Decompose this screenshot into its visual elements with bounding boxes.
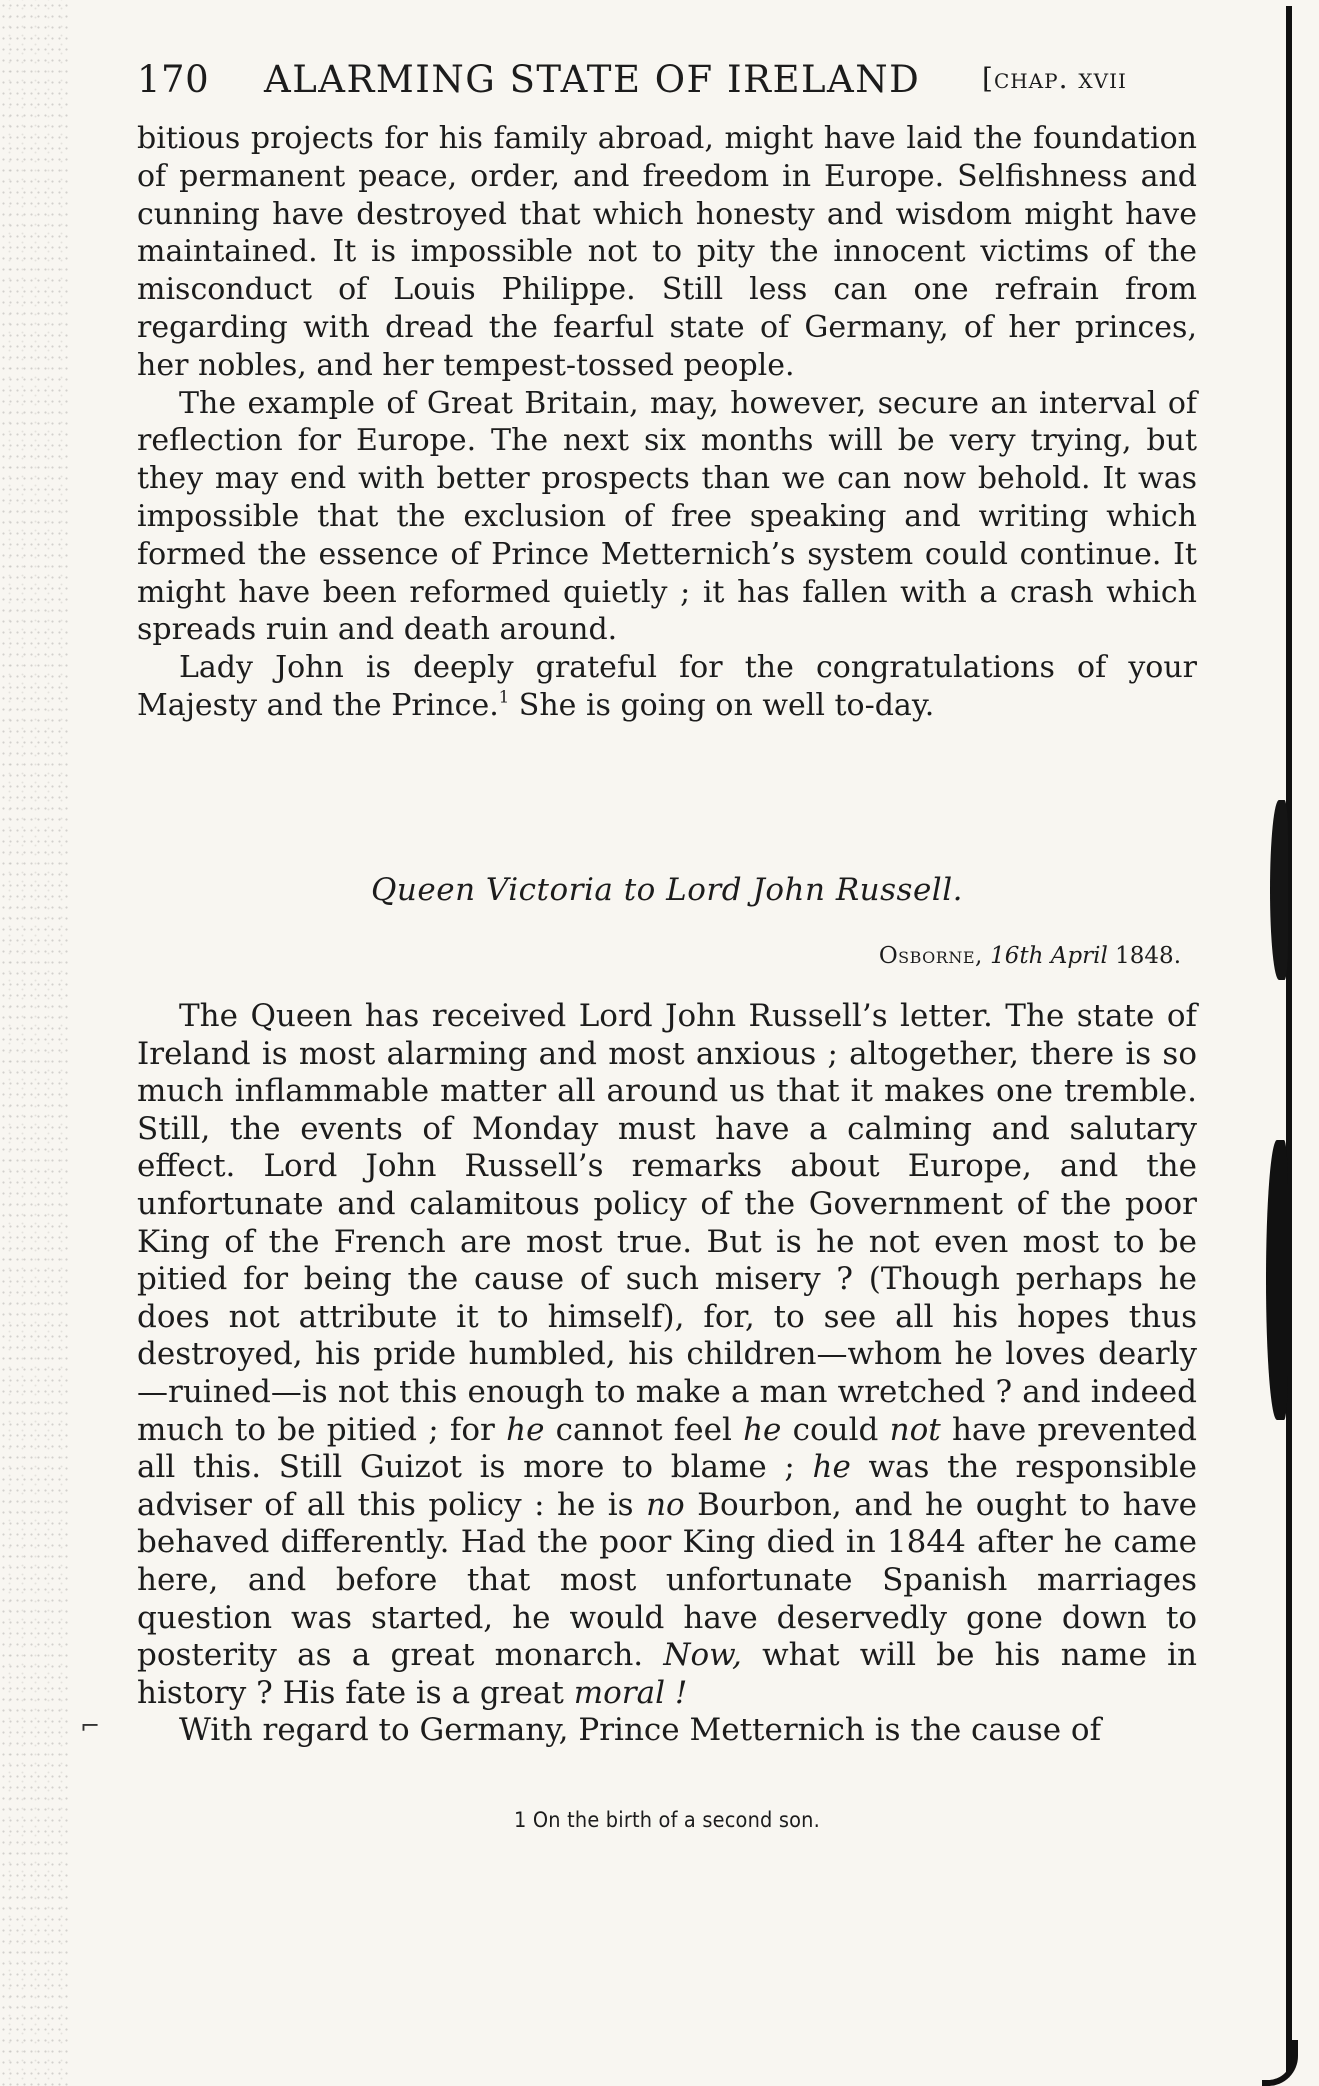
emphasis: he xyxy=(812,1449,851,1486)
paragraph: With regard to Germany, Prince Metternich is the cause of xyxy=(179,1712,1102,1749)
paragraph xyxy=(137,998,1197,1712)
emphasis: he xyxy=(506,1411,545,1448)
paragraph-text: The Queen has received Lord John Russell’s letter. The state of Ireland is most alarming and most anxious ; altogether, there is so much inflammable matter all around us that it makes one tremble. Still, the events of Monday must have a calming and salutary effect. Lord John Russell’s remarks about Europe, and the unfortunate and calamitous policy of the Government of the poor King of the French are most true. But is he not even most to be pitied for being the cause of such misery ? (Though perhaps he does not attribute it to himself), for, to see all his hopes thus destroyed, his pride humbled, his children—whom he loves dearly—ruined—is not this enough to make a man wretched ? and indeed much to be pitied ; for xyxy=(137,998,1197,1448)
binding-shadow xyxy=(1270,800,1288,980)
paragraph-text: cannot feel xyxy=(544,1411,744,1448)
paragraph-text: was the responsible adviser of all this policy : he is xyxy=(137,1449,1197,1523)
running-title: ALARMING STATE OF IRELAND xyxy=(264,58,921,101)
binding-curl xyxy=(1262,2040,1298,2086)
paragraph: bitious projects for his family abroad, might have laid the foundation of permanent peace, order, and freedom in Europe. Selfishness and cunning have destroyed that which honesty and wisdom might have maintained. It is impossible not to pity the innocent victims of the misconduct of Louis Philippe. Still less can one refrain from regarding with dread the fearful state of Germany, of her princes, her nobles, and her tempest-tossed people. xyxy=(137,121,1197,383)
margin-pencil-mark: ⌐ xyxy=(80,1712,101,1740)
chapter-word: chap. xyxy=(993,62,1069,95)
paragraph-text: She is going on well to-day. xyxy=(509,687,935,723)
footnote-reference: 1 xyxy=(498,687,510,707)
scan-margin-noise xyxy=(0,0,70,2086)
paragraph-text: Lady John is deeply grateful for the congratulations of your Majesty and the Prince. xyxy=(137,650,1197,723)
paragraph: The example of Great Britain, may, however, secure an interval of reflection for Europe. The next six months will be very trying, but they may end with better prospects than we can now behold. It was impossible that the exclusion of free speaking and writing which formed the essence of Prince Metternich’s system could continue. It might have been reformed quietly ; it has fallen with a crash which spreads ruin and death around. xyxy=(137,385,1197,648)
emphasis: he xyxy=(743,1411,782,1448)
binding-shadow xyxy=(1266,1140,1288,1420)
paragraph-text: could xyxy=(781,1411,890,1448)
chapter-number: xvii xyxy=(1068,62,1127,95)
dateline-date: 16th April xyxy=(990,943,1108,969)
paragraph-text: have prevented all this. Still Guizot is more to blame ; xyxy=(137,1411,1197,1486)
dateline xyxy=(879,943,1181,969)
emphasis: moral ! xyxy=(573,1674,688,1711)
binding-edge xyxy=(1286,6,1292,2074)
page-number: 170 xyxy=(137,58,210,101)
chapter-bracket: [ xyxy=(982,62,994,95)
emphasis: not xyxy=(889,1411,941,1448)
paragraph-text: Bourbon, and he ought to have behaved differently. Had the poor King died in 1844 after he came here, and before that most unfortunate Spanish marriages question was started, he would have deservedly gone down to posterity as a great monarch. xyxy=(137,1486,1197,1674)
letter-heading: Queen Victoria to Lord John Russell. xyxy=(371,872,963,908)
dateline-place: Osborne, xyxy=(878,943,983,969)
footnote xyxy=(137,1808,1197,1833)
footnote-text: On the birth of a second son. xyxy=(526,1808,820,1833)
footnote-number: 1 xyxy=(514,1808,527,1833)
dateline-year: 1848. xyxy=(1107,943,1181,969)
emphasis: no xyxy=(646,1486,685,1523)
paragraph-text: what will be his name in history ? His fate is a great xyxy=(137,1637,1197,1711)
paragraph xyxy=(137,649,1197,725)
chapter-reference xyxy=(982,62,1127,95)
emphasis: Now, xyxy=(663,1637,742,1674)
running-head xyxy=(137,58,1197,108)
continued-letter xyxy=(137,120,1197,725)
letter-body xyxy=(137,998,1197,1750)
